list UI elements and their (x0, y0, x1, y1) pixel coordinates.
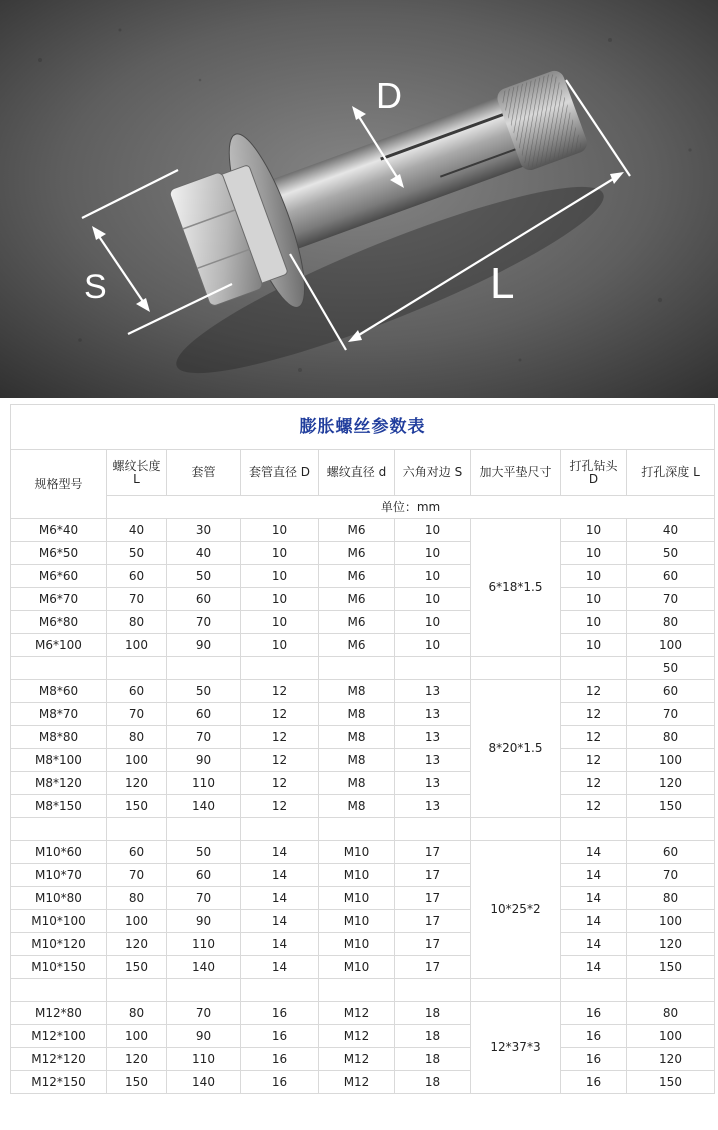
cell-drill-depth: 100 (627, 1025, 715, 1048)
cell-hex-across-flats: 13 (395, 726, 471, 749)
cell-thread-diameter: M12 (319, 1025, 395, 1048)
table-row (11, 519, 715, 542)
cell-thread-diameter: M8 (319, 772, 395, 795)
extra-drill-depth-cell: 50 (627, 657, 715, 680)
empty-cell (561, 657, 627, 680)
cell-spec: M6*70 (11, 588, 107, 611)
cell-thread-diameter: M8 (319, 680, 395, 703)
cell-hex-across-flats: 10 (395, 611, 471, 634)
cell-drill-bit: 14 (561, 933, 627, 956)
cell-drill-bit: 10 (561, 542, 627, 565)
cell-sleeve: 90 (167, 634, 241, 657)
header-washer-size: 加大平垫尺寸 (471, 450, 561, 496)
cell-sleeve: 110 (167, 1048, 241, 1071)
cell-washer-size: 6*18*1.5 (471, 519, 561, 657)
cell-spec: M6*60 (11, 565, 107, 588)
cell-spec: M10*80 (11, 887, 107, 910)
table-row (11, 588, 715, 611)
cell-sleeve-diameter: 16 (241, 1071, 319, 1094)
table-row (11, 1071, 715, 1094)
cell-drill-depth: 100 (627, 749, 715, 772)
cell-washer-size: 8*20*1.5 (471, 680, 561, 818)
cell-drill-depth: 100 (627, 634, 715, 657)
cell-sleeve-diameter: 14 (241, 841, 319, 864)
cell-thread-diameter: M10 (319, 887, 395, 910)
table-row (11, 726, 715, 749)
cell-sleeve: 50 (167, 565, 241, 588)
empty-cell (561, 818, 627, 841)
table-row (11, 680, 715, 703)
empty-cell (319, 818, 395, 841)
cell-washer-size: 10*25*2 (471, 841, 561, 979)
cell-sleeve: 40 (167, 542, 241, 565)
cell-sleeve-diameter: 12 (241, 749, 319, 772)
cell-sleeve-diameter: 14 (241, 910, 319, 933)
cell-sleeve-diameter: 10 (241, 588, 319, 611)
cell-spec: M6*100 (11, 634, 107, 657)
table-row (11, 611, 715, 634)
cell-drill-depth: 120 (627, 933, 715, 956)
cell-sleeve-diameter: 14 (241, 933, 319, 956)
cell-sleeve: 70 (167, 611, 241, 634)
table-row (11, 634, 715, 657)
cell-drill-bit: 12 (561, 772, 627, 795)
header-thread-length: 螺纹长度 L (107, 450, 167, 496)
empty-cell (241, 979, 319, 1002)
table-row (11, 841, 715, 864)
empty-cell (167, 818, 241, 841)
empty-cell (471, 657, 561, 680)
empty-cell (471, 979, 561, 1002)
cell-spec: M6*80 (11, 611, 107, 634)
cell-sleeve: 90 (167, 910, 241, 933)
header-spec: 规格型号 (11, 450, 107, 519)
cell-spec: M8*120 (11, 772, 107, 795)
cell-hex-across-flats: 13 (395, 749, 471, 772)
cell-drill-bit: 16 (561, 1071, 627, 1094)
empty-cell (395, 818, 471, 841)
table-row (11, 749, 715, 772)
cell-thread-diameter: M8 (319, 749, 395, 772)
cell-spec: M12*80 (11, 1002, 107, 1025)
cell-sleeve-diameter: 14 (241, 864, 319, 887)
cell-drill-depth: 150 (627, 956, 715, 979)
parameter-table (10, 404, 715, 1094)
header-sleeve-diameter: 套管直径 D (241, 450, 319, 496)
cell-sleeve-diameter: 10 (241, 634, 319, 657)
cell-washer-size: 12*37*3 (471, 1002, 561, 1094)
cell-hex-across-flats: 10 (395, 565, 471, 588)
cell-spec: M12*150 (11, 1071, 107, 1094)
cell-spec: M8*100 (11, 749, 107, 772)
cell-sleeve-diameter: 10 (241, 519, 319, 542)
header-sleeve: 套管 (167, 450, 241, 496)
cell-hex-across-flats: 17 (395, 910, 471, 933)
empty-cell (471, 818, 561, 841)
cell-thread-diameter: M10 (319, 841, 395, 864)
cell-drill-depth: 80 (627, 726, 715, 749)
cell-sleeve-diameter: 10 (241, 565, 319, 588)
cell-hex-across-flats: 17 (395, 841, 471, 864)
cell-spec: M6*50 (11, 542, 107, 565)
cell-sleeve: 140 (167, 1071, 241, 1094)
cell-thread-diameter: M10 (319, 956, 395, 979)
empty-cell (107, 818, 167, 841)
cell-drill-depth: 80 (627, 611, 715, 634)
cell-spec: M8*60 (11, 680, 107, 703)
cell-thread-length: 120 (107, 772, 167, 795)
cell-spec: M10*60 (11, 841, 107, 864)
cell-thread-length: 150 (107, 1071, 167, 1094)
cell-spec: M8*150 (11, 795, 107, 818)
table-row (11, 1048, 715, 1071)
cell-sleeve-diameter: 16 (241, 1002, 319, 1025)
cell-drill-depth: 80 (627, 887, 715, 910)
cell-thread-diameter: M8 (319, 795, 395, 818)
empty-cell (395, 979, 471, 1002)
cell-thread-diameter: M6 (319, 565, 395, 588)
cell-hex-across-flats: 13 (395, 795, 471, 818)
cell-drill-depth: 70 (627, 588, 715, 611)
cell-drill-depth: 60 (627, 680, 715, 703)
l-label: L (490, 259, 515, 308)
cell-thread-diameter: M10 (319, 910, 395, 933)
empty-cell (107, 979, 167, 1002)
cell-drill-depth: 150 (627, 795, 715, 818)
empty-cell (107, 657, 167, 680)
cell-sleeve: 70 (167, 726, 241, 749)
cell-drill-depth: 120 (627, 1048, 715, 1071)
cell-thread-length: 70 (107, 588, 167, 611)
cell-hex-across-flats: 13 (395, 703, 471, 726)
cell-hex-across-flats: 13 (395, 680, 471, 703)
cell-thread-length: 70 (107, 703, 167, 726)
table-title: 膨胀螺丝参数表 (11, 405, 715, 450)
cell-drill-bit: 12 (561, 795, 627, 818)
cell-drill-depth: 50 (627, 542, 715, 565)
cell-sleeve-diameter: 14 (241, 887, 319, 910)
cell-sleeve-diameter: 10 (241, 542, 319, 565)
cell-sleeve-diameter: 16 (241, 1025, 319, 1048)
cell-thread-length: 70 (107, 864, 167, 887)
empty-cell (167, 979, 241, 1002)
cell-thread-length: 80 (107, 726, 167, 749)
cell-drill-bit: 16 (561, 1048, 627, 1071)
cell-sleeve: 90 (167, 749, 241, 772)
cell-hex-across-flats: 17 (395, 864, 471, 887)
empty-cell (319, 979, 395, 1002)
table-row (11, 772, 715, 795)
cell-hex-across-flats: 18 (395, 1002, 471, 1025)
cell-thread-diameter: M8 (319, 726, 395, 749)
cell-sleeve: 70 (167, 887, 241, 910)
cell-thread-length: 60 (107, 565, 167, 588)
d-label: D (376, 75, 402, 116)
cell-drill-bit: 10 (561, 588, 627, 611)
table-row (11, 703, 715, 726)
table-row (11, 910, 715, 933)
cell-drill-bit: 10 (561, 611, 627, 634)
cell-sleeve-diameter: 14 (241, 956, 319, 979)
cell-drill-bit: 12 (561, 680, 627, 703)
table-row (11, 864, 715, 887)
cell-hex-across-flats: 10 (395, 634, 471, 657)
cell-thread-length: 40 (107, 519, 167, 542)
cell-drill-bit: 10 (561, 634, 627, 657)
cell-thread-diameter: M6 (319, 611, 395, 634)
cell-drill-depth: 150 (627, 1071, 715, 1094)
cell-thread-length: 150 (107, 795, 167, 818)
unit-note: 单位：mm (107, 496, 715, 519)
cell-thread-length: 80 (107, 611, 167, 634)
cell-sleeve-diameter: 12 (241, 726, 319, 749)
cell-sleeve-diameter: 16 (241, 1048, 319, 1071)
cell-drill-bit: 12 (561, 749, 627, 772)
cell-hex-across-flats: 17 (395, 933, 471, 956)
empty-cell (11, 979, 107, 1002)
empty-cell (627, 979, 715, 1002)
cell-hex-across-flats: 18 (395, 1071, 471, 1094)
cell-drill-depth: 60 (627, 565, 715, 588)
cell-spec: M6*40 (11, 519, 107, 542)
cell-thread-diameter: M10 (319, 933, 395, 956)
cell-drill-depth: 80 (627, 1002, 715, 1025)
cell-drill-bit: 14 (561, 956, 627, 979)
cell-drill-depth: 70 (627, 864, 715, 887)
table-row (11, 1002, 715, 1025)
cell-hex-across-flats: 17 (395, 887, 471, 910)
cell-sleeve-diameter: 12 (241, 772, 319, 795)
cell-spec: M10*70 (11, 864, 107, 887)
cell-hex-across-flats: 13 (395, 772, 471, 795)
cell-thread-length: 100 (107, 910, 167, 933)
cell-hex-across-flats: 18 (395, 1048, 471, 1071)
table-row (11, 887, 715, 910)
cell-sleeve-diameter: 10 (241, 611, 319, 634)
cell-thread-diameter: M12 (319, 1048, 395, 1071)
cell-sleeve: 90 (167, 1025, 241, 1048)
table-row (11, 956, 715, 979)
s-label: S (84, 268, 107, 306)
cell-drill-depth: 100 (627, 910, 715, 933)
cell-drill-bit: 14 (561, 841, 627, 864)
header-thread-diameter: 螺纹直径 d (319, 450, 395, 496)
cell-hex-across-flats: 10 (395, 542, 471, 565)
cell-thread-length: 80 (107, 1002, 167, 1025)
cell-hex-across-flats: 10 (395, 588, 471, 611)
cell-sleeve: 60 (167, 588, 241, 611)
cell-hex-across-flats: 10 (395, 519, 471, 542)
cell-drill-bit: 14 (561, 910, 627, 933)
table-row (11, 1025, 715, 1048)
cell-drill-depth: 120 (627, 772, 715, 795)
cell-thread-diameter: M12 (319, 1071, 395, 1094)
table-body (11, 519, 715, 1094)
empty-cell (167, 657, 241, 680)
cell-sleeve-diameter: 12 (241, 680, 319, 703)
cell-drill-bit: 12 (561, 703, 627, 726)
empty-cell (627, 818, 715, 841)
empty-cell (395, 657, 471, 680)
cell-sleeve: 110 (167, 772, 241, 795)
cell-thread-diameter: M6 (319, 588, 395, 611)
cell-thread-length: 150 (107, 956, 167, 979)
cell-hex-across-flats: 17 (395, 956, 471, 979)
cell-thread-diameter: M6 (319, 634, 395, 657)
cell-sleeve: 140 (167, 956, 241, 979)
cell-thread-length: 50 (107, 542, 167, 565)
header-drill-bit: 打孔钻头 D (561, 450, 627, 496)
cell-spec: M10*150 (11, 956, 107, 979)
cell-thread-diameter: M8 (319, 703, 395, 726)
empty-cell (241, 657, 319, 680)
anchor-bolt-photo (0, 0, 718, 398)
cell-drill-bit: 16 (561, 1002, 627, 1025)
cell-spec: M10*100 (11, 910, 107, 933)
empty-cell (319, 657, 395, 680)
cell-thread-length: 100 (107, 1025, 167, 1048)
cell-thread-length: 80 (107, 887, 167, 910)
cell-thread-length: 100 (107, 634, 167, 657)
cell-thread-length: 100 (107, 749, 167, 772)
group-separator-row (11, 818, 715, 841)
table-row (11, 565, 715, 588)
cell-sleeve-diameter: 12 (241, 703, 319, 726)
cell-drill-depth: 70 (627, 703, 715, 726)
cell-drill-depth: 40 (627, 519, 715, 542)
cell-thread-diameter: M10 (319, 864, 395, 887)
cell-sleeve: 50 (167, 841, 241, 864)
group-separator-row (11, 657, 715, 680)
table-row (11, 542, 715, 565)
empty-cell (11, 818, 107, 841)
cell-spec: M8*70 (11, 703, 107, 726)
cell-thread-length: 120 (107, 1048, 167, 1071)
cell-drill-bit: 14 (561, 887, 627, 910)
cell-drill-bit: 12 (561, 726, 627, 749)
cell-hex-across-flats: 18 (395, 1025, 471, 1048)
cell-sleeve-diameter: 12 (241, 795, 319, 818)
cell-sleeve: 140 (167, 795, 241, 818)
table-row (11, 933, 715, 956)
cell-spec: M12*120 (11, 1048, 107, 1071)
cell-thread-diameter: M6 (319, 519, 395, 542)
cell-thread-diameter: M6 (319, 542, 395, 565)
cell-spec: M12*100 (11, 1025, 107, 1048)
cell-drill-depth: 60 (627, 841, 715, 864)
empty-cell (11, 657, 107, 680)
cell-thread-length: 60 (107, 841, 167, 864)
cell-drill-bit: 10 (561, 565, 627, 588)
parameter-table-section (0, 398, 718, 1130)
cell-sleeve: 60 (167, 864, 241, 887)
cell-drill-bit: 14 (561, 864, 627, 887)
cell-sleeve: 50 (167, 680, 241, 703)
group-separator-row (11, 979, 715, 1002)
cell-drill-bit: 16 (561, 1025, 627, 1048)
cell-spec: M10*120 (11, 933, 107, 956)
cell-spec: M8*80 (11, 726, 107, 749)
cell-thread-length: 60 (107, 680, 167, 703)
empty-cell (241, 818, 319, 841)
header-drill-depth: 打孔深度 L (627, 450, 715, 496)
cell-sleeve: 30 (167, 519, 241, 542)
cell-thread-diameter: M12 (319, 1002, 395, 1025)
cell-drill-bit: 10 (561, 519, 627, 542)
cell-sleeve: 60 (167, 703, 241, 726)
empty-cell (561, 979, 627, 1002)
header-hex-across-flats: 六角对边 S (395, 450, 471, 496)
cell-thread-length: 120 (107, 933, 167, 956)
cell-sleeve: 110 (167, 933, 241, 956)
table-row (11, 795, 715, 818)
cell-sleeve: 70 (167, 1002, 241, 1025)
